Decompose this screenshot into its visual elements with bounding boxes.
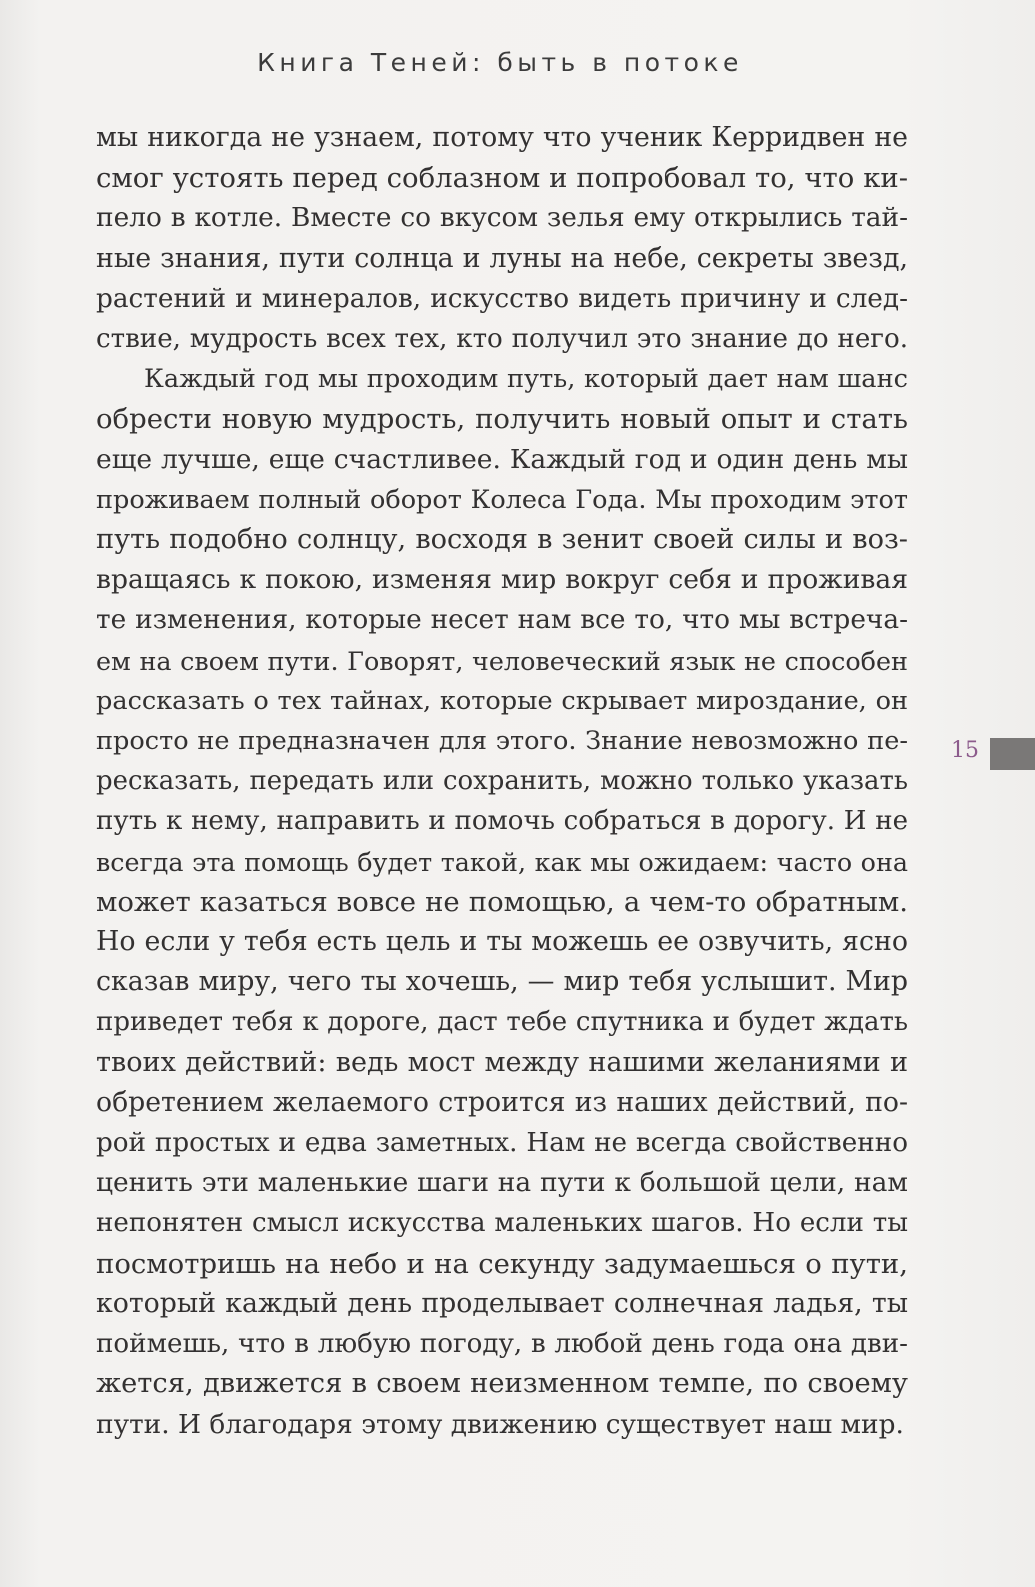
text-line: путь подобно солнцу, восходя в зенит своей силы и воз- bbox=[96, 524, 908, 556]
text-line: смог устоять перед соблазном и попробовал то, что ки- bbox=[96, 162, 908, 195]
text-line: рассказать о тех тайнах, которые скрывает мироздание, он bbox=[96, 685, 908, 716]
text-line: мы никогда не узнаем, потому что ученик Керридвен не bbox=[96, 122, 908, 153]
body-text bbox=[96, 118, 908, 1445]
text-line: твоих действий: ведь мост между нашими желаниями и bbox=[96, 1046, 908, 1078]
text-line: поймешь, что в любую погоду, в любой день года она дви- bbox=[96, 1329, 908, 1360]
text-line: вращаясь к покою, изменяя мир вокруг себя и проживая bbox=[96, 564, 908, 596]
page-number: 15 bbox=[951, 738, 979, 763]
text-line: те изменения, которые несет нам все то, что мы встреча- bbox=[96, 605, 908, 636]
text-line: просто не предназначен для этого. Знание невозможно пе- bbox=[96, 726, 908, 757]
text-line: путь к нему, направить и помочь собраться в дорогу. И не bbox=[96, 806, 908, 837]
text-line: посмотришь на небо и на секунду задумаешься о пути, bbox=[96, 1247, 908, 1280]
text-line: ем на своем пути. Говорят, человеческий язык не способен bbox=[96, 645, 908, 676]
text-line: всегда эта помощь будет такой, как мы ожидаем: часто она bbox=[96, 846, 908, 877]
text-line: ресказать, передать или сохранить, можно только указать bbox=[96, 766, 908, 797]
text-line: обрести новую мудрость, получить новый опыт и стать bbox=[96, 403, 908, 436]
text-line: Но если у тебя есть цель и ты можешь ее озвучить, ясно bbox=[96, 926, 908, 958]
running-head: Книга Теней: быть в потоке bbox=[257, 48, 743, 77]
text-line: пути. И благодаря этому движению существует наш мир. bbox=[96, 1409, 904, 1440]
text-line: ные знания, пути солнца и луны на небе, секреты звезд, bbox=[96, 242, 908, 274]
text-line: ценить эти маленькие шаги на пути к большой цели, нам bbox=[96, 1167, 908, 1199]
text-line: проживаем полный оборот Колеса Года. Мы проходим этот bbox=[96, 484, 908, 515]
text-line: жется, движется в своем неизменном темпе, по своему bbox=[96, 1368, 908, 1400]
text-line: ствие, мудрость всех тех, кто получил это знание до него. bbox=[96, 324, 908, 355]
text-line: пело в котле. Вместе со вкусом зелья ему открылись тай- bbox=[96, 203, 908, 234]
text-line: обретением желаемого строится из наших действий, по- bbox=[96, 1086, 908, 1118]
text-line: который каждый день проделывает солнечная ладья, ты bbox=[96, 1287, 908, 1319]
text-line: приведет тебя к дороге, даст тебе спутника и будет ждать bbox=[96, 1007, 908, 1038]
paragraph-1 bbox=[96, 118, 908, 359]
text-line: сказав миру, чего ты хочешь, — мир тебя услышит. Мир bbox=[96, 966, 908, 998]
paragraph-2 bbox=[96, 359, 908, 1444]
text-line: непонятен смысл искусства маленьких шагов. Но если ты bbox=[96, 1208, 908, 1239]
text-line: может казаться вовсе не помощью, а чем-то обратным. bbox=[96, 885, 908, 918]
text-line: рой простых и едва заметных. Нам не всегда свойственно bbox=[96, 1128, 908, 1159]
text-line: Каждый год мы проходим путь, который дает нам шанс bbox=[144, 364, 908, 395]
text-line: еще лучше, еще счастливее. Каждый год и один день мы bbox=[96, 443, 908, 475]
thumb-index-tab bbox=[990, 738, 1035, 770]
text-line: растений и минералов, искусство видеть причину и след- bbox=[96, 283, 908, 314]
